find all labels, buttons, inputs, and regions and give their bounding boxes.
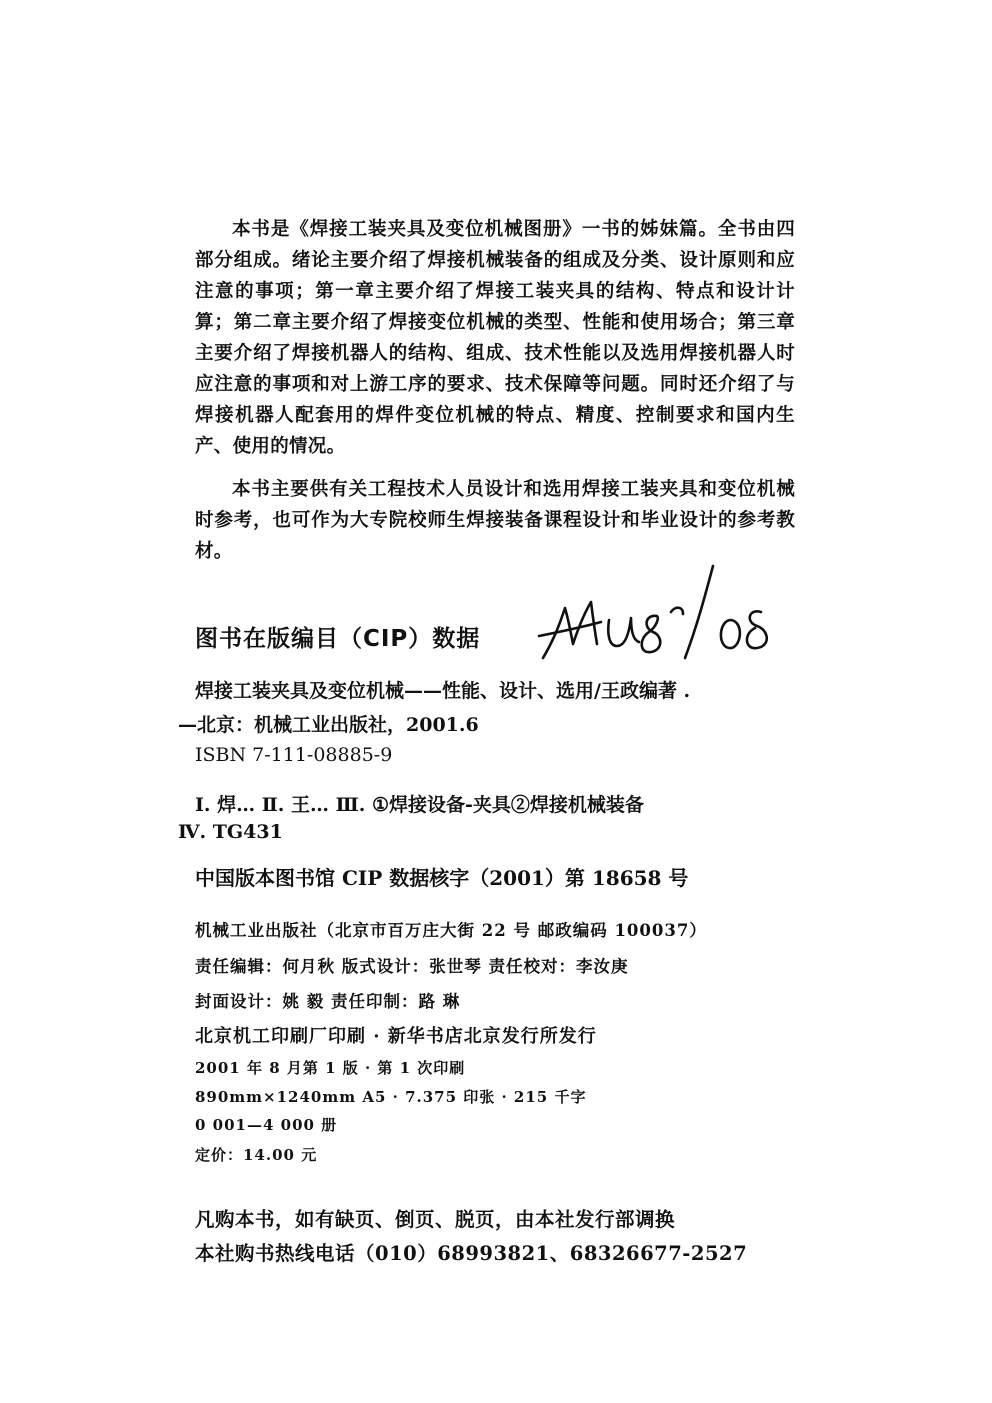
- handwritten-signature: [535, 560, 775, 670]
- printer-info: 北京机工印刷厂印刷 · 新华书店北京发行所发行: [195, 1026, 597, 1047]
- isbn: ISBN 7-111-08885-9: [195, 744, 393, 766]
- print-run: 0 001—4 000 册: [195, 1116, 338, 1134]
- classification-line: Ⅰ. 焊… Ⅱ. 王… Ⅲ. ①焊接设备-夹具②焊接机械装备: [195, 794, 644, 816]
- purpose-paragraph: 本书主要供有关工程技术人员设计和选用焊接工装夹具和变位机械时参考，也可作为大专院校师生焊接装备课程设计和毕业设计的参考教材。: [195, 479, 795, 562]
- hotline-notice: 本社购书热线电话（010）68993821、68326677-2527: [195, 1242, 748, 1265]
- book-purpose: [195, 474, 795, 567]
- edition-info: 2001 年 8 月第 1 版 · 第 1 次印刷: [195, 1059, 466, 1077]
- cip-verification: 中国版本图书馆 CIP 数据核字（2001）第 18658 号: [195, 866, 689, 890]
- price: 定价：14.00 元: [195, 1146, 318, 1164]
- classification-code: Ⅳ. TG431: [178, 821, 283, 843]
- format-info: 890mm×1240mm A5 · 7.375 印张 · 215 千字: [195, 1088, 587, 1106]
- replacement-notice: 凡购本书，如有缺页、倒页、脱页，由本社发行部调换: [195, 1208, 676, 1231]
- cip-title-line: 焊接工装夹具及变位机械——性能、设计、选用/王政编著 .: [195, 680, 691, 702]
- summary-paragraph: 本书是《焊接工装夹具及变位机械图册》一书的姊妹篇。全书由四部分组成。绪论主要介绍了焊接机械装备的组成及分类、设计原则和应注意的事项；第一章主要介绍了焊接工装夹具的结构、特点和设计计算；第二章主要介绍了焊接变位机械的类型、性能和使用场合；第三章主要介绍了焊接机器人的结构、组成、技术性能以及选用焊接机器人时应注意的事项和对上游工序的要求、技术保障等问题。同时还介绍了与焊接机器人配套用的焊件变位机械的特点、精度、控制要求和国内生产、使用的情况。: [195, 219, 795, 457]
- cip-publisher-line: —北京：机械工业出版社，2001.6: [178, 714, 479, 736]
- cip-heading: 图书在版编目（CIP）数据: [195, 626, 481, 652]
- cover-credits: 封面设计：姚 毅 责任印制：路 琳: [195, 992, 461, 1011]
- book-summary: [195, 214, 795, 462]
- editor-credits: 责任编辑：何月秋 版式设计：张世琴 责任校对：李汝庚: [195, 957, 629, 976]
- publisher-address: 机械工业出版社（北京市百万庄大街 22 号 邮政编码 100037）: [195, 921, 707, 940]
